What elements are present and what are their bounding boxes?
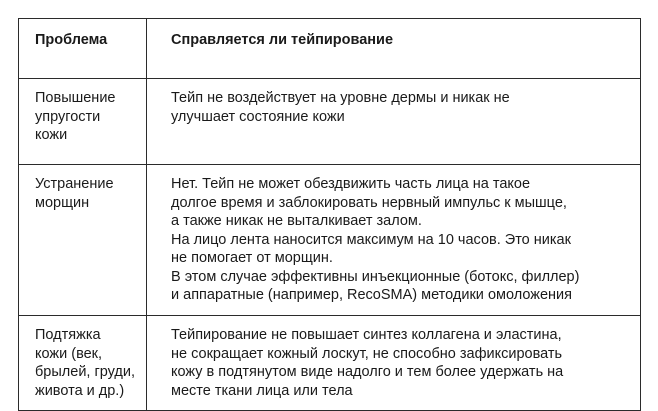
answer-line: месте ткани лица или тела	[171, 382, 353, 399]
problem-line: кожи (век,	[35, 345, 103, 362]
answer-line: и аппаратные (например, RecoSMA) методики омоложения	[171, 287, 572, 303]
problem-line: брылей, груди,	[35, 364, 136, 380]
answer-line: не помогает от морщин.	[171, 250, 333, 266]
table-row	[19, 165, 641, 316]
answer-line: Нет. Тейп не может обездвижить часть лица на такое	[171, 176, 531, 192]
problem-line: упругости	[35, 108, 101, 125]
answer-line: а также никак не выталкивает залом.	[171, 213, 422, 229]
problem-line: живота и др.)	[35, 382, 125, 399]
problem-cell	[19, 165, 147, 316]
answer-line: долгое время и заблокировать нервный импульс к мышце,	[171, 194, 567, 211]
table-header-row	[19, 19, 641, 79]
answer-line: Тейпирование не повышает синтез коллагена и эластина,	[171, 327, 562, 343]
problem-cell	[19, 79, 147, 165]
answer-line: улучшает состояние кожи	[171, 108, 345, 125]
problem-line: Подтяжка	[35, 327, 101, 343]
header-answer: Справляется ли тейпирование	[147, 19, 641, 79]
problem-line: кожи	[35, 127, 68, 143]
answer-line: кожу в подтянутом виде надолго и тем более удержать на	[171, 364, 564, 380]
answer-cell	[147, 316, 641, 411]
answer-line: не сокращает кожный лоскут, не способно зафиксировать	[171, 345, 563, 362]
header-problem: Проблема	[19, 19, 147, 79]
answer-line: В этом случае эффективны инъекционные (ботокс, филлер)	[171, 268, 580, 285]
table-row	[19, 316, 641, 411]
table-row	[19, 79, 641, 165]
answer-cell	[147, 79, 641, 165]
problem-line: морщин	[35, 194, 90, 211]
problem-line: Устранение	[35, 176, 114, 192]
answer-line: На лицо лента наносится максимум на 10 часов. Это никак	[171, 231, 571, 248]
answer-cell	[147, 165, 641, 316]
answer-line: Тейп не воздействует на уровне дермы и никак не	[171, 90, 510, 106]
comparison-table	[18, 18, 641, 411]
problem-line: Повышение	[35, 90, 116, 106]
problem-cell	[19, 316, 147, 411]
